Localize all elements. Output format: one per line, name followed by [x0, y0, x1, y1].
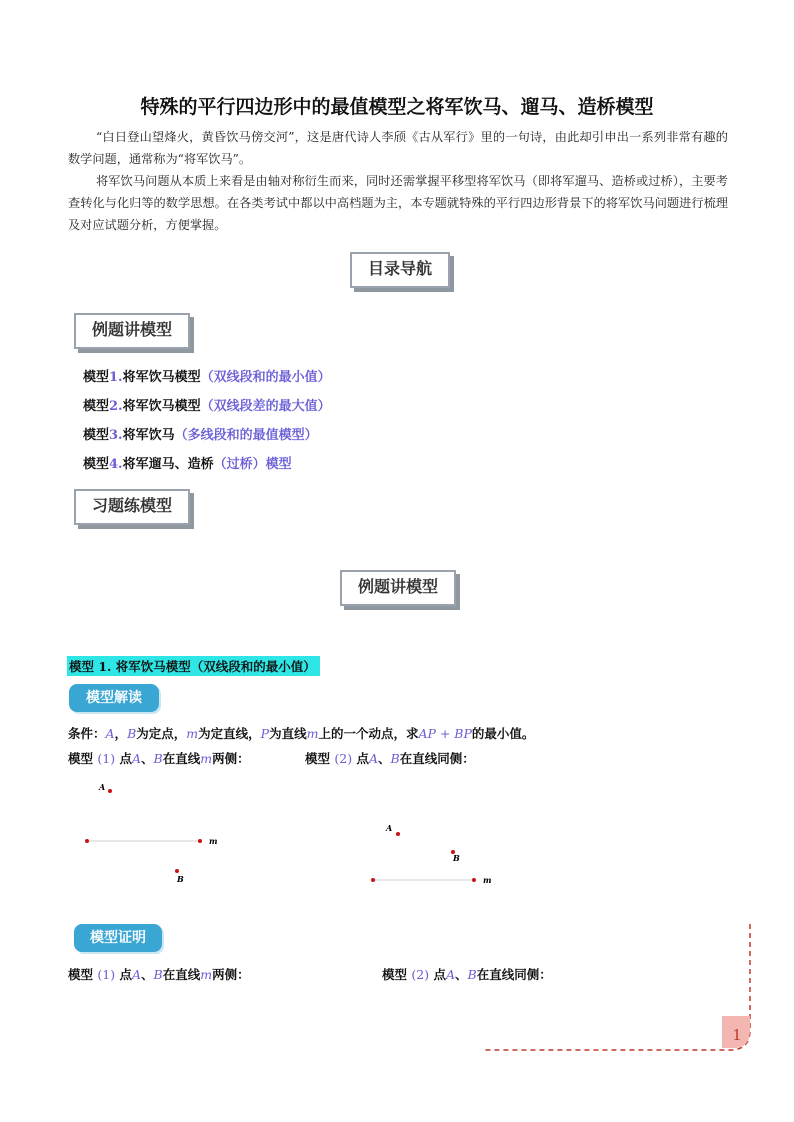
- toc-item-4[interactable]: 模型4.将军遛马、造桥（过桥）模型: [83, 457, 292, 472]
- line-endpoint: [198, 839, 202, 843]
- label-a: A: [99, 782, 106, 792]
- practice-tag: [74, 489, 190, 525]
- examples-tag: [74, 313, 190, 349]
- proof-case1-label: 模型 (1) 点A、B在直线m两侧：: [68, 967, 250, 982]
- toc-item-3[interactable]: 模型3.将军饮马（多线段和的最值模型）: [83, 428, 318, 443]
- case2-label: 模型 (2) 点A、B在直线同侧：: [305, 751, 475, 766]
- line-endpoint: [371, 878, 375, 882]
- figure-case2: [360, 815, 520, 895]
- line-endpoint: [85, 839, 89, 843]
- examples-section-tag-label: 例题讲模型: [357, 577, 438, 596]
- dashed-border: [484, 924, 750, 1050]
- page-title: 特殊的平行四边形中的最值模型之将军饮马、遛马、造桥模型: [140, 96, 654, 118]
- point-b: [175, 869, 179, 873]
- examples-section-tag: [340, 570, 456, 606]
- intro-paragraph-2: 将军饮马问题从本质上来看是由轴对称衍生而来，同时还需掌握平移型将军饮马（即将军遛马、造桥或过桥），主要考查转化与化归等的数学思想。在各类考试中都以中高档题为主，本专题就特殊的平行四边形背景下的将军饮马问题进行梳理及对应试题分析，方便掌握。: [68, 174, 728, 232]
- examples-tag-label: 例题讲模型: [91, 320, 172, 339]
- proof-pill: 模型证明: [74, 924, 162, 952]
- case1-label: 模型 (1) 点A、B在直线m两侧：: [68, 751, 250, 766]
- intro-paragraph-1: “白日登山望烽火，黄昏饮马傍交河”，这是唐代诗人李颀《古从军行》里的一句诗，由此却引申出一系列非常有趣的数学问题，通常称为“将军饮马”。: [68, 130, 728, 166]
- proof-case2-label: 模型 (2) 点A、B在直线同侧：: [382, 967, 552, 982]
- page-number: 1: [732, 1026, 742, 1044]
- practice-tag-label: 习题练模型: [91, 496, 172, 515]
- toc-item-1[interactable]: 模型1.将军饮马模型（双线段和的最小值）: [83, 370, 331, 385]
- toc-item-2[interactable]: 模型2.将军饮马模型（双线段差的最大值）: [83, 399, 331, 414]
- interpret-pill: 模型解读: [69, 684, 159, 712]
- label-m: m: [483, 875, 492, 885]
- model1-heading: 模型 1. 将军饮马模型（双线段和的最小值）: [67, 656, 320, 676]
- label-b: B: [453, 853, 460, 863]
- point-a: [108, 789, 112, 793]
- line-endpoint: [472, 878, 476, 882]
- figure-case1: [60, 770, 260, 890]
- condition-line: 条件：A，B为定点，m为定直线，P为直线m上的一个动点，求AP + BP的最小值。: [68, 726, 535, 741]
- label-m: m: [209, 836, 218, 846]
- nav-tag-label: 目录导航: [367, 259, 432, 278]
- nav-tag: [350, 252, 450, 288]
- point-a: [396, 832, 400, 836]
- label-b: B: [177, 874, 184, 884]
- label-a: A: [386, 823, 393, 833]
